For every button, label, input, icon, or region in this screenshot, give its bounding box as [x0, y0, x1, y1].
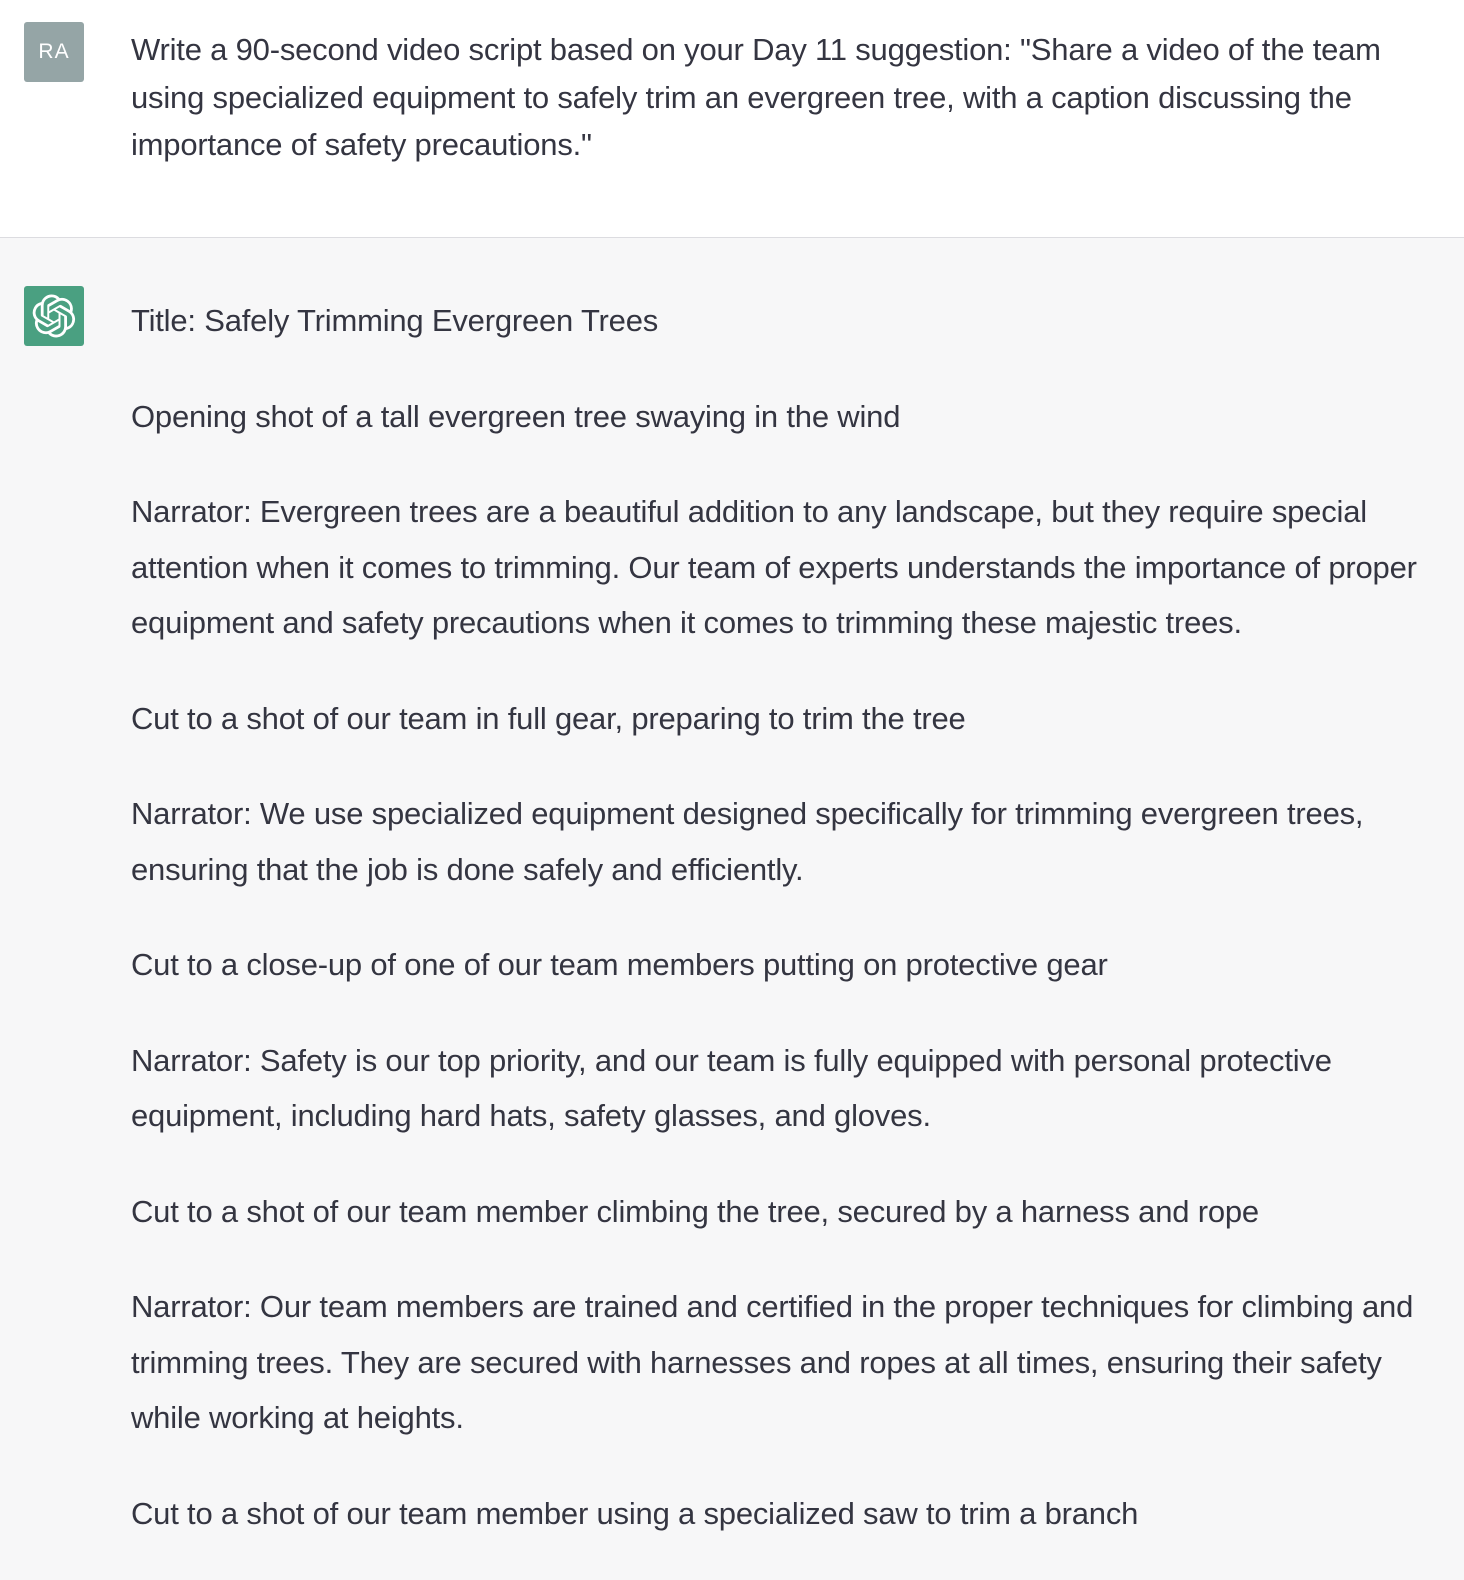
- script-paragraph: Narrator: Our team members are trained and certified in the proper techniques for climbing and trimming trees. They are secured with harnesses and ropes at all times, ensuring their safety while working at heights.: [131, 1289, 1414, 1435]
- user-avatar: RA: [24, 22, 84, 82]
- script-paragraph: Opening shot of a tall evergreen tree swaying in the wind: [131, 398, 901, 434]
- assistant-message: [0, 238, 1464, 1580]
- script-paragraph: Narrator: Evergreen trees are a beautiful addition to any landscape, but they require special attention when it comes to trimming. Our team of experts understands the importance of proper equipment and safety precautions when it comes to trimming these majestic trees.: [131, 494, 1417, 640]
- script-paragraph: Cut to a shot of our team member using a specialized saw to trim a branch: [131, 1495, 1139, 1531]
- script-paragraph: Cut to a shot of our team in full gear, preparing to trim the tree: [131, 700, 966, 736]
- script-paragraph: Narrator: We use specialized equipment designed specifically for trimming evergreen trees, ensuring that the job is done safely and efficiently.: [131, 796, 1364, 887]
- script-paragraph: Narrator: Safety is our top priority, and our team is fully equipped with personal protective equipment, including hard hats, safety glasses, and gloves.: [131, 1042, 1332, 1133]
- script-title: Title: Safely Trimming Evergreen Trees: [131, 303, 659, 338]
- user-message: [0, 0, 1464, 238]
- user-message-text: Write a 90-second video script based on your Day 11 suggestion: "Share a video of the team using specialized equipment to safely trim an evergreen tree, with a caption discussing the importance of safety precautions.": [131, 32, 1381, 162]
- openai-logo-icon: [24, 286, 84, 346]
- assistant-message-text: [131, 293, 1431, 1541]
- script-paragraph: Cut to a shot of our team member climbing the tree, secured by a harness and rope: [131, 1193, 1259, 1229]
- script-paragraph: Cut to a close-up of one of our team members putting on protective gear: [131, 947, 1108, 982]
